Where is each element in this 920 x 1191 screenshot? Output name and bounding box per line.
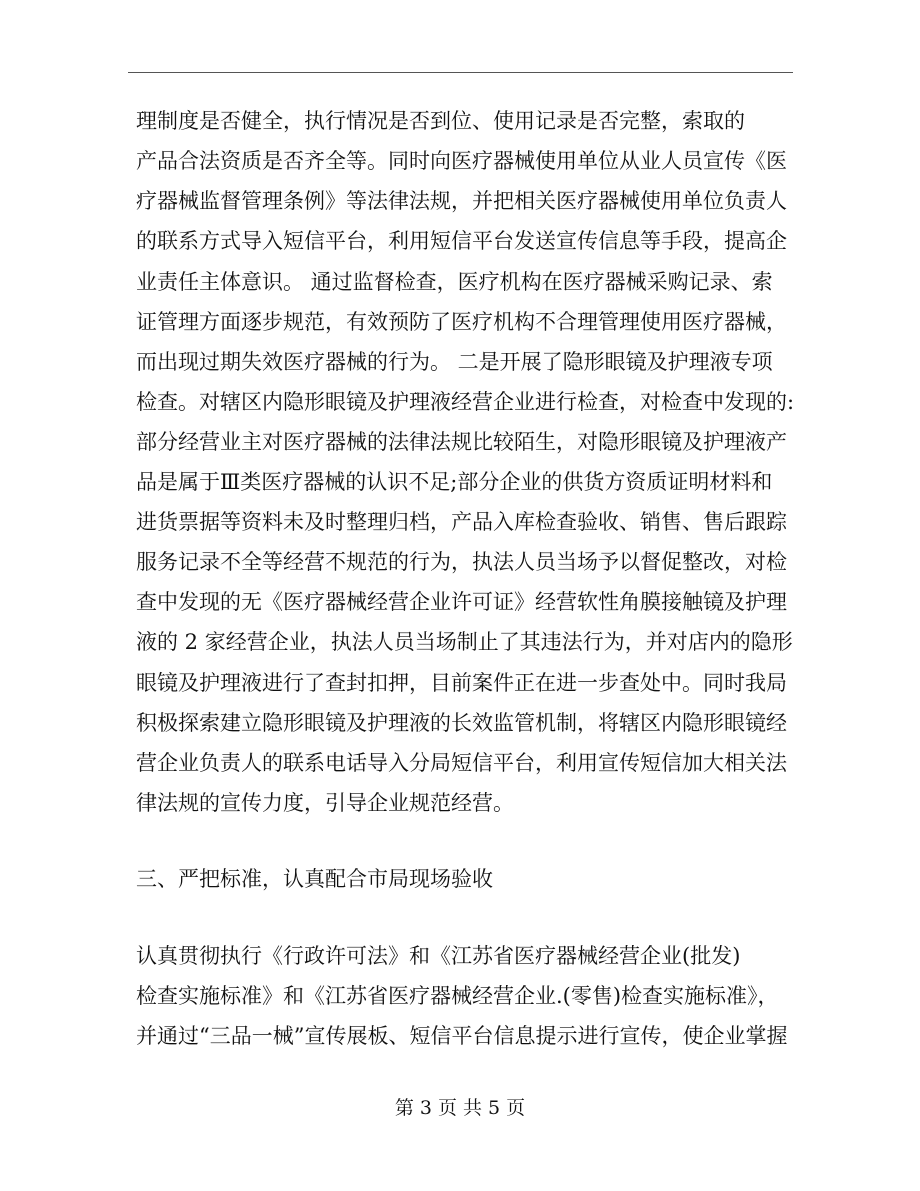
text-line: 检查实施标准》和《江苏省医疗器械经营企业.(零售)检查实施标准》， <box>136 984 779 1008</box>
text-line: 品是属于Ⅲ类医疗器械的认识不足;部分企业的供货方资质证明材料和 <box>136 470 773 494</box>
text-line: 产品合法资质是否齐全等。同时向医疗器械使用单位从业人员宣传《医 <box>136 149 787 173</box>
section-heading: 三、严把标准，认真配合市局现场验收 <box>136 867 493 891</box>
text-line: 律法规的宣传力度，引导企业规范经营。 <box>136 791 514 815</box>
text-line: 液的 2 家经营企业，执法人员当场制止了其违法行为，并对店内的隐形 <box>136 630 793 654</box>
text-line: 而出现过期失效医疗器械的行为。 二是开展了隐形眼镜及护理液专项 <box>136 350 773 374</box>
text-line: 部分经营业主对医疗器械的法律法规比较陌生，对隐形眼镜及护理液产 <box>136 430 787 454</box>
text-line: 并通过“三品一械”宣传展板、短信平台信息提示进行宣传，使企业掌握 <box>136 1024 788 1048</box>
text-line: 营企业负责人的联系电话导入分局短信平台，利用宣传短信加大相关法 <box>136 751 787 775</box>
page-number: 第 3 页 共 5 页 <box>394 1097 526 1119</box>
text-line: 的联系方式导入短信平台，利用短信平台发送宣传信息等手段，提高企 <box>136 229 787 253</box>
text-line: 服务记录不全等经营不规范的行为，执法人员当场予以督促整改，对检 <box>136 550 787 574</box>
text-line: 查中发现的无《医疗器械经营企业许可证》经营软性角膜接触镜及护理 <box>136 590 787 614</box>
text-line: 眼镜及护理液进行了查封扣押，目前案件正在进一步查处中。同时我局 <box>136 671 787 695</box>
text-line: 检查。对辖区内隐形眼镜及护理液经营企业进行检查，对检查中发现的: <box>136 390 795 414</box>
text-line: 积极探索建立隐形眼镜及护理液的长效监管机制，将辖区内隐形眼镜经 <box>136 711 787 735</box>
text-line: 认真贯彻执行《行政许可法》和《江苏省医疗器械经营企业(批发) <box>136 944 741 968</box>
text-line: 疗器械监督管理条例》等法律法规，并把相关医疗器械使用单位负责人 <box>136 189 787 213</box>
text-line: 证管理方面逐步规范，有效预防了医疗机构不合理管理使用医疗器械， <box>136 310 787 334</box>
text-line: 业责任主体意识。 通过监督检查，医疗机构在医疗器械采购记录、索 <box>136 270 773 294</box>
header-rule <box>128 72 793 73</box>
text-line: 进货票据等资料未及时整理归档，产品入库检查验收、销售、售后跟踪 <box>136 510 787 534</box>
text-line: 理制度是否健全，执行情况是否到位、使用记录是否完整，索取的 <box>136 109 745 133</box>
